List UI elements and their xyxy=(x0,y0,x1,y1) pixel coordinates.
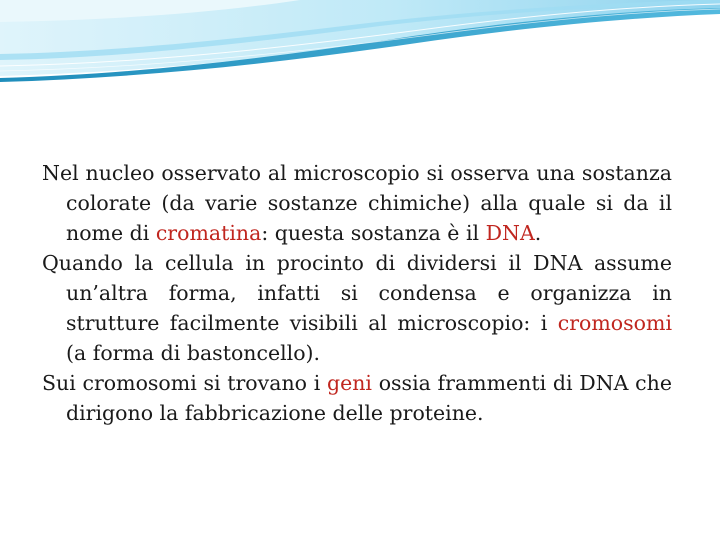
body-paragraph xyxy=(42,248,672,368)
body-paragraph xyxy=(42,368,672,428)
highlighted-term: cromatina xyxy=(155,221,262,245)
slide-body xyxy=(42,158,672,428)
highlighted-term: cromosomi xyxy=(557,311,672,335)
paragraph-text: Quando la cellula in procinto di dividersi il DNA assume un’altra forma, infatti si condensa e organizza in strutture facilmente visibili al microscopio: i xyxy=(42,251,672,335)
paragraph-text: ossia frammenti di DNA che dirigono la fabbricazione delle proteine. xyxy=(66,371,672,425)
paragraph-text: Nel nucleo osservato al microscopio si osserva una sostanza colorate (da varie sostanze chimiche) alla quale si da il nome di xyxy=(42,161,672,245)
highlighted-term: DNA xyxy=(485,221,535,245)
slide-title: DNA e le sue forme xyxy=(40,102,318,138)
paragraph-text: : questa sostanza è il xyxy=(261,221,486,245)
body-paragraph xyxy=(42,158,672,248)
paragraph-text: Sui cromosomi si trovano i xyxy=(42,371,327,395)
paragraph-text: (a forma di bastoncello). xyxy=(66,341,321,365)
highlighted-term: geni xyxy=(326,371,372,395)
header-wave-decoration xyxy=(0,0,720,90)
paragraph-text: . xyxy=(534,221,542,245)
